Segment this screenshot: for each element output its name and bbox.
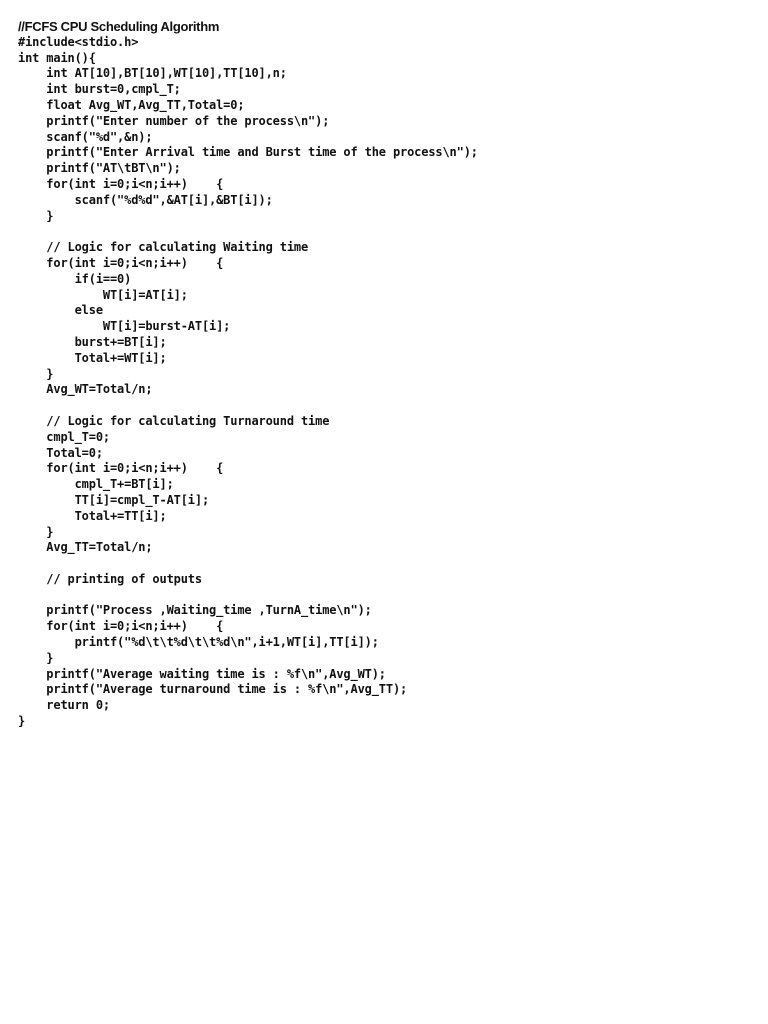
code-line: if(i==0) — [18, 271, 132, 286]
code-line — [18, 224, 478, 240]
code-line: for(int i=0;i<n;i++) { — [18, 461, 224, 476]
code-line — [18, 398, 478, 414]
code-line: cmpl_T=0; — [18, 429, 110, 444]
code-line: else — [18, 303, 103, 318]
code-block — [18, 19, 478, 730]
code-line: for(int i=0;i<n;i++) { — [18, 176, 224, 191]
code-line: WT[i]=burst-AT[i]; — [18, 319, 231, 334]
code-line: burst+=BT[i]; — [18, 334, 167, 349]
code-line: Avg_TT=Total/n; — [18, 540, 153, 555]
code-line: } — [18, 714, 26, 729]
code-line: printf("Average turnaround time is : %f\n",Avg_TT); — [18, 682, 408, 697]
code-line: Total=0; — [18, 445, 103, 460]
code-line: printf("Enter number of the process\n"); — [18, 113, 330, 128]
code-line: int AT[10],BT[10],WT[10],TT[10],n; — [18, 66, 287, 81]
code-line: printf("Average waiting time is : %f\n",Avg_WT); — [18, 666, 386, 681]
code-line: for(int i=0;i<n;i++) { — [18, 619, 224, 634]
code-line: int main(){ — [18, 50, 96, 65]
code-line: TT[i]=cmpl_T-AT[i]; — [18, 492, 210, 507]
code-line: // printing of outputs — [18, 571, 202, 586]
code-line: int burst=0,cmpl_T; — [18, 82, 181, 97]
code-line: printf("AT\tBT\n"); — [18, 161, 181, 176]
code-line: // Logic for calculating Turnaround time — [18, 413, 330, 428]
code-line: cmpl_T+=BT[i]; — [18, 477, 174, 492]
code-line: return 0; — [18, 698, 110, 713]
code-line: printf("Process ,Waiting_time ,TurnA_time\n"); — [18, 603, 372, 618]
code-line: Avg_WT=Total/n; — [18, 382, 153, 397]
code-line: Total+=TT[i]; — [18, 508, 167, 523]
code-line: for(int i=0;i<n;i++) { — [18, 255, 224, 270]
code-line: } — [18, 366, 54, 381]
code-line: WT[i]=AT[i]; — [18, 287, 188, 302]
code-line: scanf("%d%d",&AT[i],&BT[i]); — [18, 192, 273, 207]
code-line: printf("%d\t\t%d\t\t%d\n",i+1,WT[i],TT[i]); — [18, 635, 379, 650]
code-line: } — [18, 208, 54, 223]
code-line — [18, 588, 478, 604]
code-line: } — [18, 650, 54, 665]
code-lines — [18, 35, 478, 730]
code-line: #include<stdio.h> — [18, 34, 139, 49]
title-comment: //FCFS CPU Scheduling Algorithm — [18, 19, 220, 34]
code-line: printf("Enter Arrival time and Burst time of the process\n"); — [18, 145, 478, 160]
code-line: float Avg_WT,Avg_TT,Total=0; — [18, 97, 245, 112]
code-line: scanf("%d",&n); — [18, 129, 153, 144]
code-line — [18, 556, 478, 572]
code-line: // Logic for calculating Waiting time — [18, 240, 309, 255]
code-line: Total+=WT[i]; — [18, 350, 167, 365]
code-line: } — [18, 524, 54, 539]
